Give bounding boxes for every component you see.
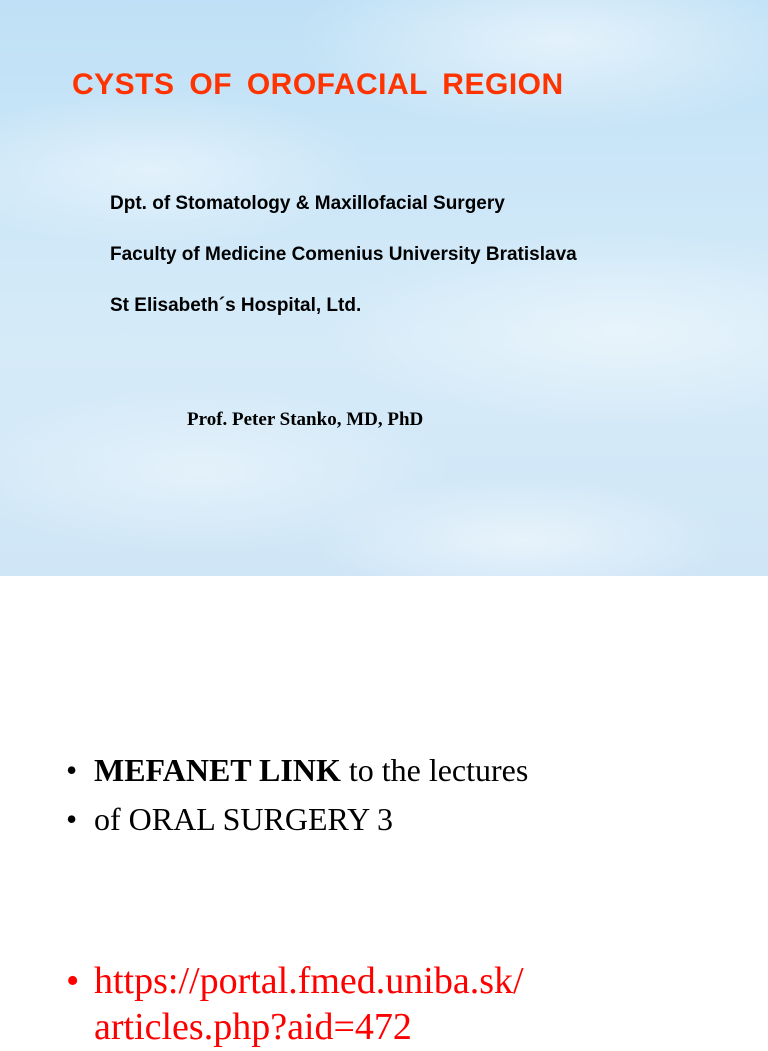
affiliation-faculty: Faculty of Medicine Comenius University Bratislava xyxy=(110,244,577,265)
bullet-text: of ORAL SURGERY 3 xyxy=(94,801,393,837)
bullet-item-mefanet xyxy=(66,754,528,786)
affiliation-hospital: St Elisabeth´s Hospital, Ltd. xyxy=(110,295,362,316)
bullet-icon: • xyxy=(66,960,80,1002)
bullet-bold-text: MEFANET LINK xyxy=(94,752,341,788)
bullet-item-oral-surgery xyxy=(66,803,393,835)
url-line-1[interactable]: https://portal.fmed.uniba.sk/ xyxy=(94,960,524,1002)
lecture-url[interactable] xyxy=(94,958,524,1051)
affiliation-department: Dpt. of Stomatology & Maxillofacial Surgery xyxy=(110,193,505,214)
lecture-link[interactable] xyxy=(66,958,524,1051)
bullet-icon: • xyxy=(66,801,78,837)
author-name: Prof. Peter Stanko, MD, PhD xyxy=(187,409,424,430)
bullet-text: to the lectures xyxy=(340,752,529,788)
bullet-icon: • xyxy=(66,752,78,788)
url-line-2[interactable]: articles.php?aid=472 xyxy=(94,1006,412,1049)
links-slide xyxy=(0,576,768,1049)
slide-title: CYSTS OF OROFACIAL REGION xyxy=(72,68,564,101)
